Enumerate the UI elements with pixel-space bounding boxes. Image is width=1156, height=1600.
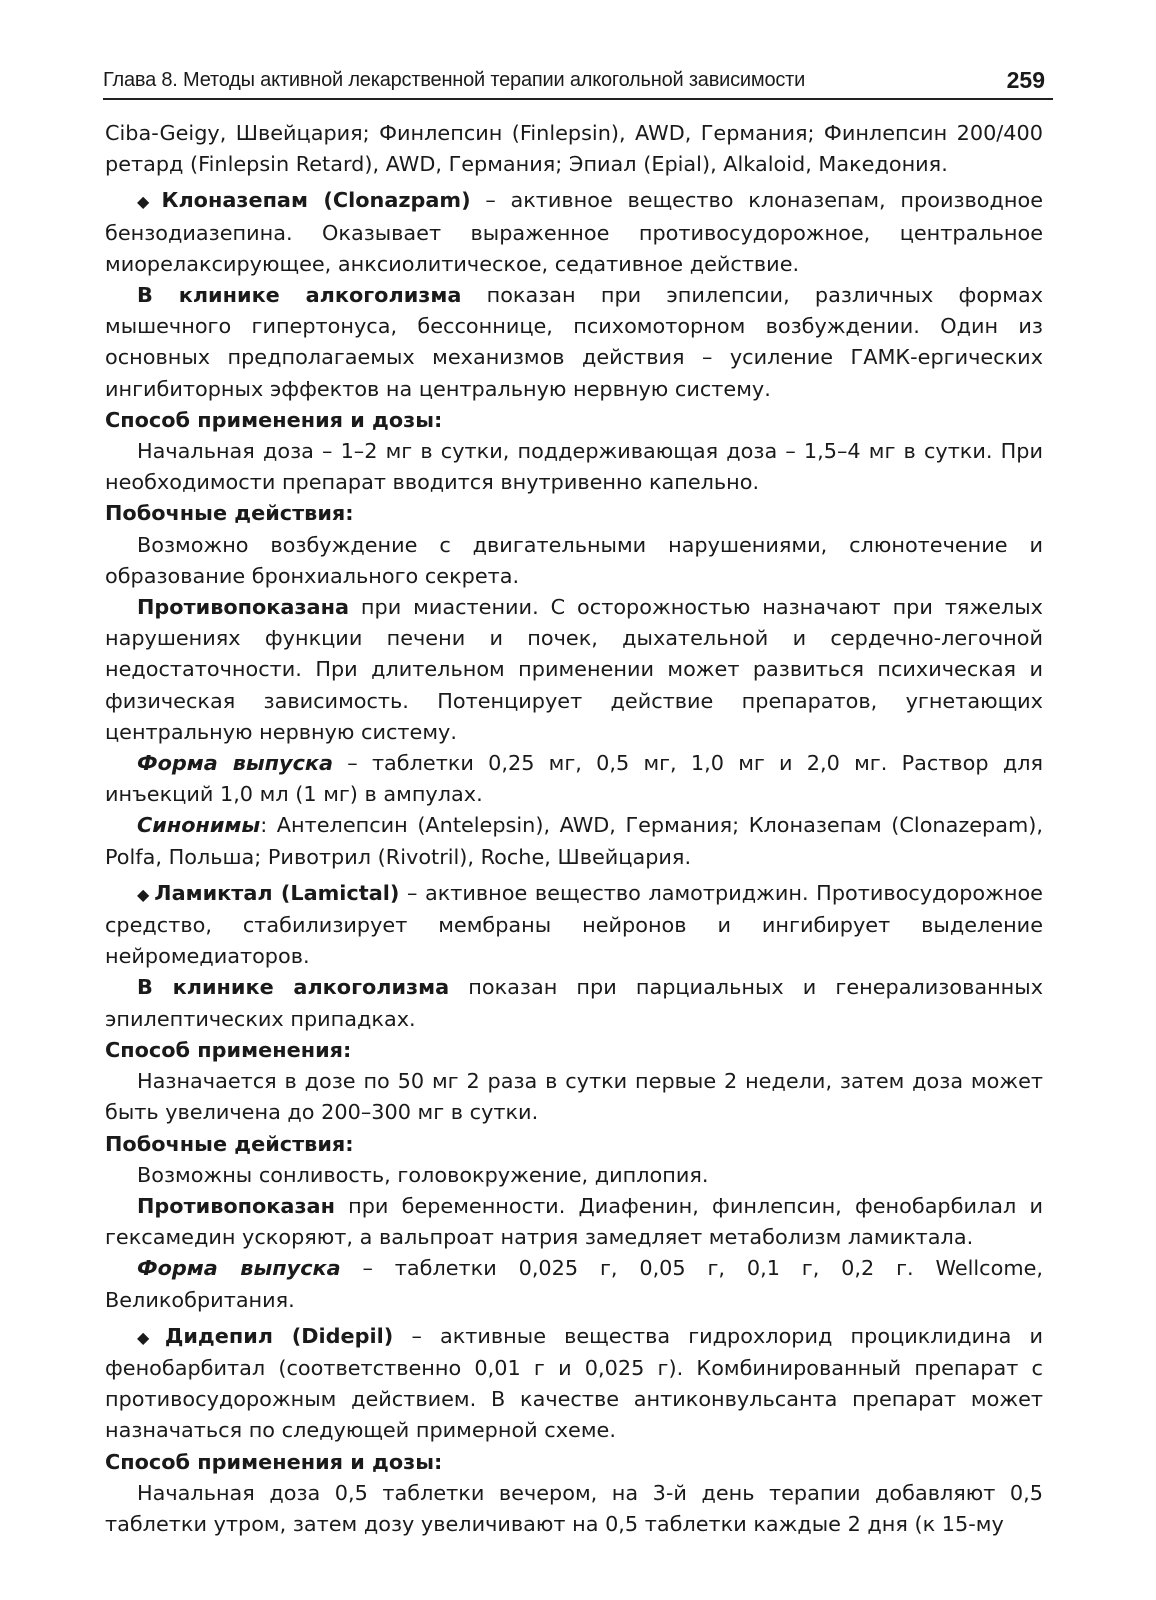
clinic-paragraph: В клинике алкоголизма показан при парциальных и генерализованных эпилептических припадках. — [105, 975, 1043, 1031]
drug-name: Клоназепам (Clonazpam) — [161, 188, 471, 213]
synonyms-paragraph: Синонимы: Антелепсин (Antelepsin), AWD, Германия; Клоназепам (Clonazepam), Polfa, Польша; Ривотрил (Rivotril), Roche, Швейцария. — [105, 813, 1043, 869]
diamond-bullet-icon: ◆ — [137, 1327, 161, 1347]
drug-entry-lamictal: ◆ Ламиктал (Lamictal) – активное вещество ламотриджин. Противосудорожное средство, стабилизирует мембраны нейронов и ингибирует выделение нейромедиаторов. — [105, 880, 1043, 969]
section-heading: Способ применения: — [105, 1037, 352, 1062]
paragraph-continuation: Ciba-Geigy, Швейцария; Финлепсин (Finlepsin), AWD, Германия; Финлепсин 200/400 ретард (Finlepsin Retard), AWD, Германия; Эпиал (Epial), Alkaloid, Македония. — [105, 121, 1043, 177]
page-body — [105, 118, 1043, 1540]
method-text: Начальная доза 0,5 таблетки вечером, на 3-й день терапии добавляют 0,5 таблетки утром, затем дозу увеличивают на 0,5 таблетки каждые 2 дня (к 15-му — [105, 1480, 1043, 1536]
release-form-paragraph: Форма выпуска – таблетки 0,025 г, 0,05 г, 0,1 г, 0,2 г. Wellcome, Великобритания. — [105, 1256, 1043, 1312]
section-heading: Способ применения и дозы: — [105, 1449, 443, 1474]
release-form-paragraph: Форма выпуска – таблетки 0,25 мг, 0,5 мг, 1,0 мг и 2,0 мг. Раствор для инъекций 1,0 мл (1 мг) в ампулах. — [105, 751, 1043, 807]
drug-entry-clonazepam: ◆ Клоназепам (Clonazpam) – активное вещество клоназепам, производное бензодиазепина. Оказывает выраженное противосудорожное, центральное миорелаксирующее, анксиолитическое, седативное действие. — [105, 188, 1043, 276]
section-heading: Побочные действия: — [105, 501, 354, 526]
drug-entry-didepil: ◆ Дидепил (Didepil) – активные вещества гидрохлорид проциклидина и фенобарбитал (соответственно 0,01 г и 0,025 г). Комбинированный препарат с противосудорожным действием. В качестве антиконвульсанта препарат может назначаться по следующей примерной схеме. — [105, 1323, 1043, 1443]
contraindications-paragraph: Противопоказана при миастении. С осторожностью назначают при тяжелых нарушениях функции печени и почек, дыхательной и сердечно-легочной недостаточности. При длительном применении может развиться психическая и физическая зависимость. Потенцирует действие препаратов, угнетающих центральную нервную систему. — [105, 595, 1043, 744]
running-header — [103, 58, 1053, 100]
page-number: 259 — [1006, 67, 1045, 93]
clinic-paragraph: В клинике алкоголизма показан при эпилепсии, различных формах мышечного гипертонуса, бессоннице, психомоторном возбуждении. Один из основных предполагаемых механизмов действия – усиление ГАМК-ергических ингибиторных эффектов на центральную нервную систему. — [105, 283, 1044, 401]
drug-name: Ламиктал (Lamictal) — [154, 880, 400, 905]
diamond-bullet-icon: ◆ — [137, 192, 158, 212]
side-effects-text: Возможно возбуждение с двигательными нарушениями, слюнотечение и образование бронхиального секрета. — [105, 532, 1043, 588]
section-heading: Способ применения и дозы: — [105, 407, 443, 432]
chapter-title: Глава 8. Методы активной лекарственной терапии алкогольной зависимости — [103, 69, 806, 91]
method-text: Назначается в дозе по 50 мг 2 раза в сутки первые 2 недели, затем доза может быть увеличена до 200–300 мг в сутки. — [105, 1069, 1043, 1125]
side-effects-text: Возможны сонливость, головокружение, диплопия. — [137, 1162, 709, 1187]
drug-name: Дидепил (Didepil) — [164, 1323, 394, 1348]
method-text: Начальная доза – 1–2 мг в сутки, поддерживающая доза – 1,5–4 мг в сутки. При необходимости препарат вводится внутривенно капельно. — [105, 439, 1043, 495]
diamond-bullet-icon: ◆ — [137, 884, 151, 904]
section-heading: Побочные действия: — [105, 1131, 354, 1156]
contraindications-paragraph: Противопоказан при беременности. Диафенин, финлепсин, фенобарбилал и гексамедин ускоряют, а вальпроат натрия замедляет метаболизм ламиктала. — [105, 1193, 1043, 1250]
